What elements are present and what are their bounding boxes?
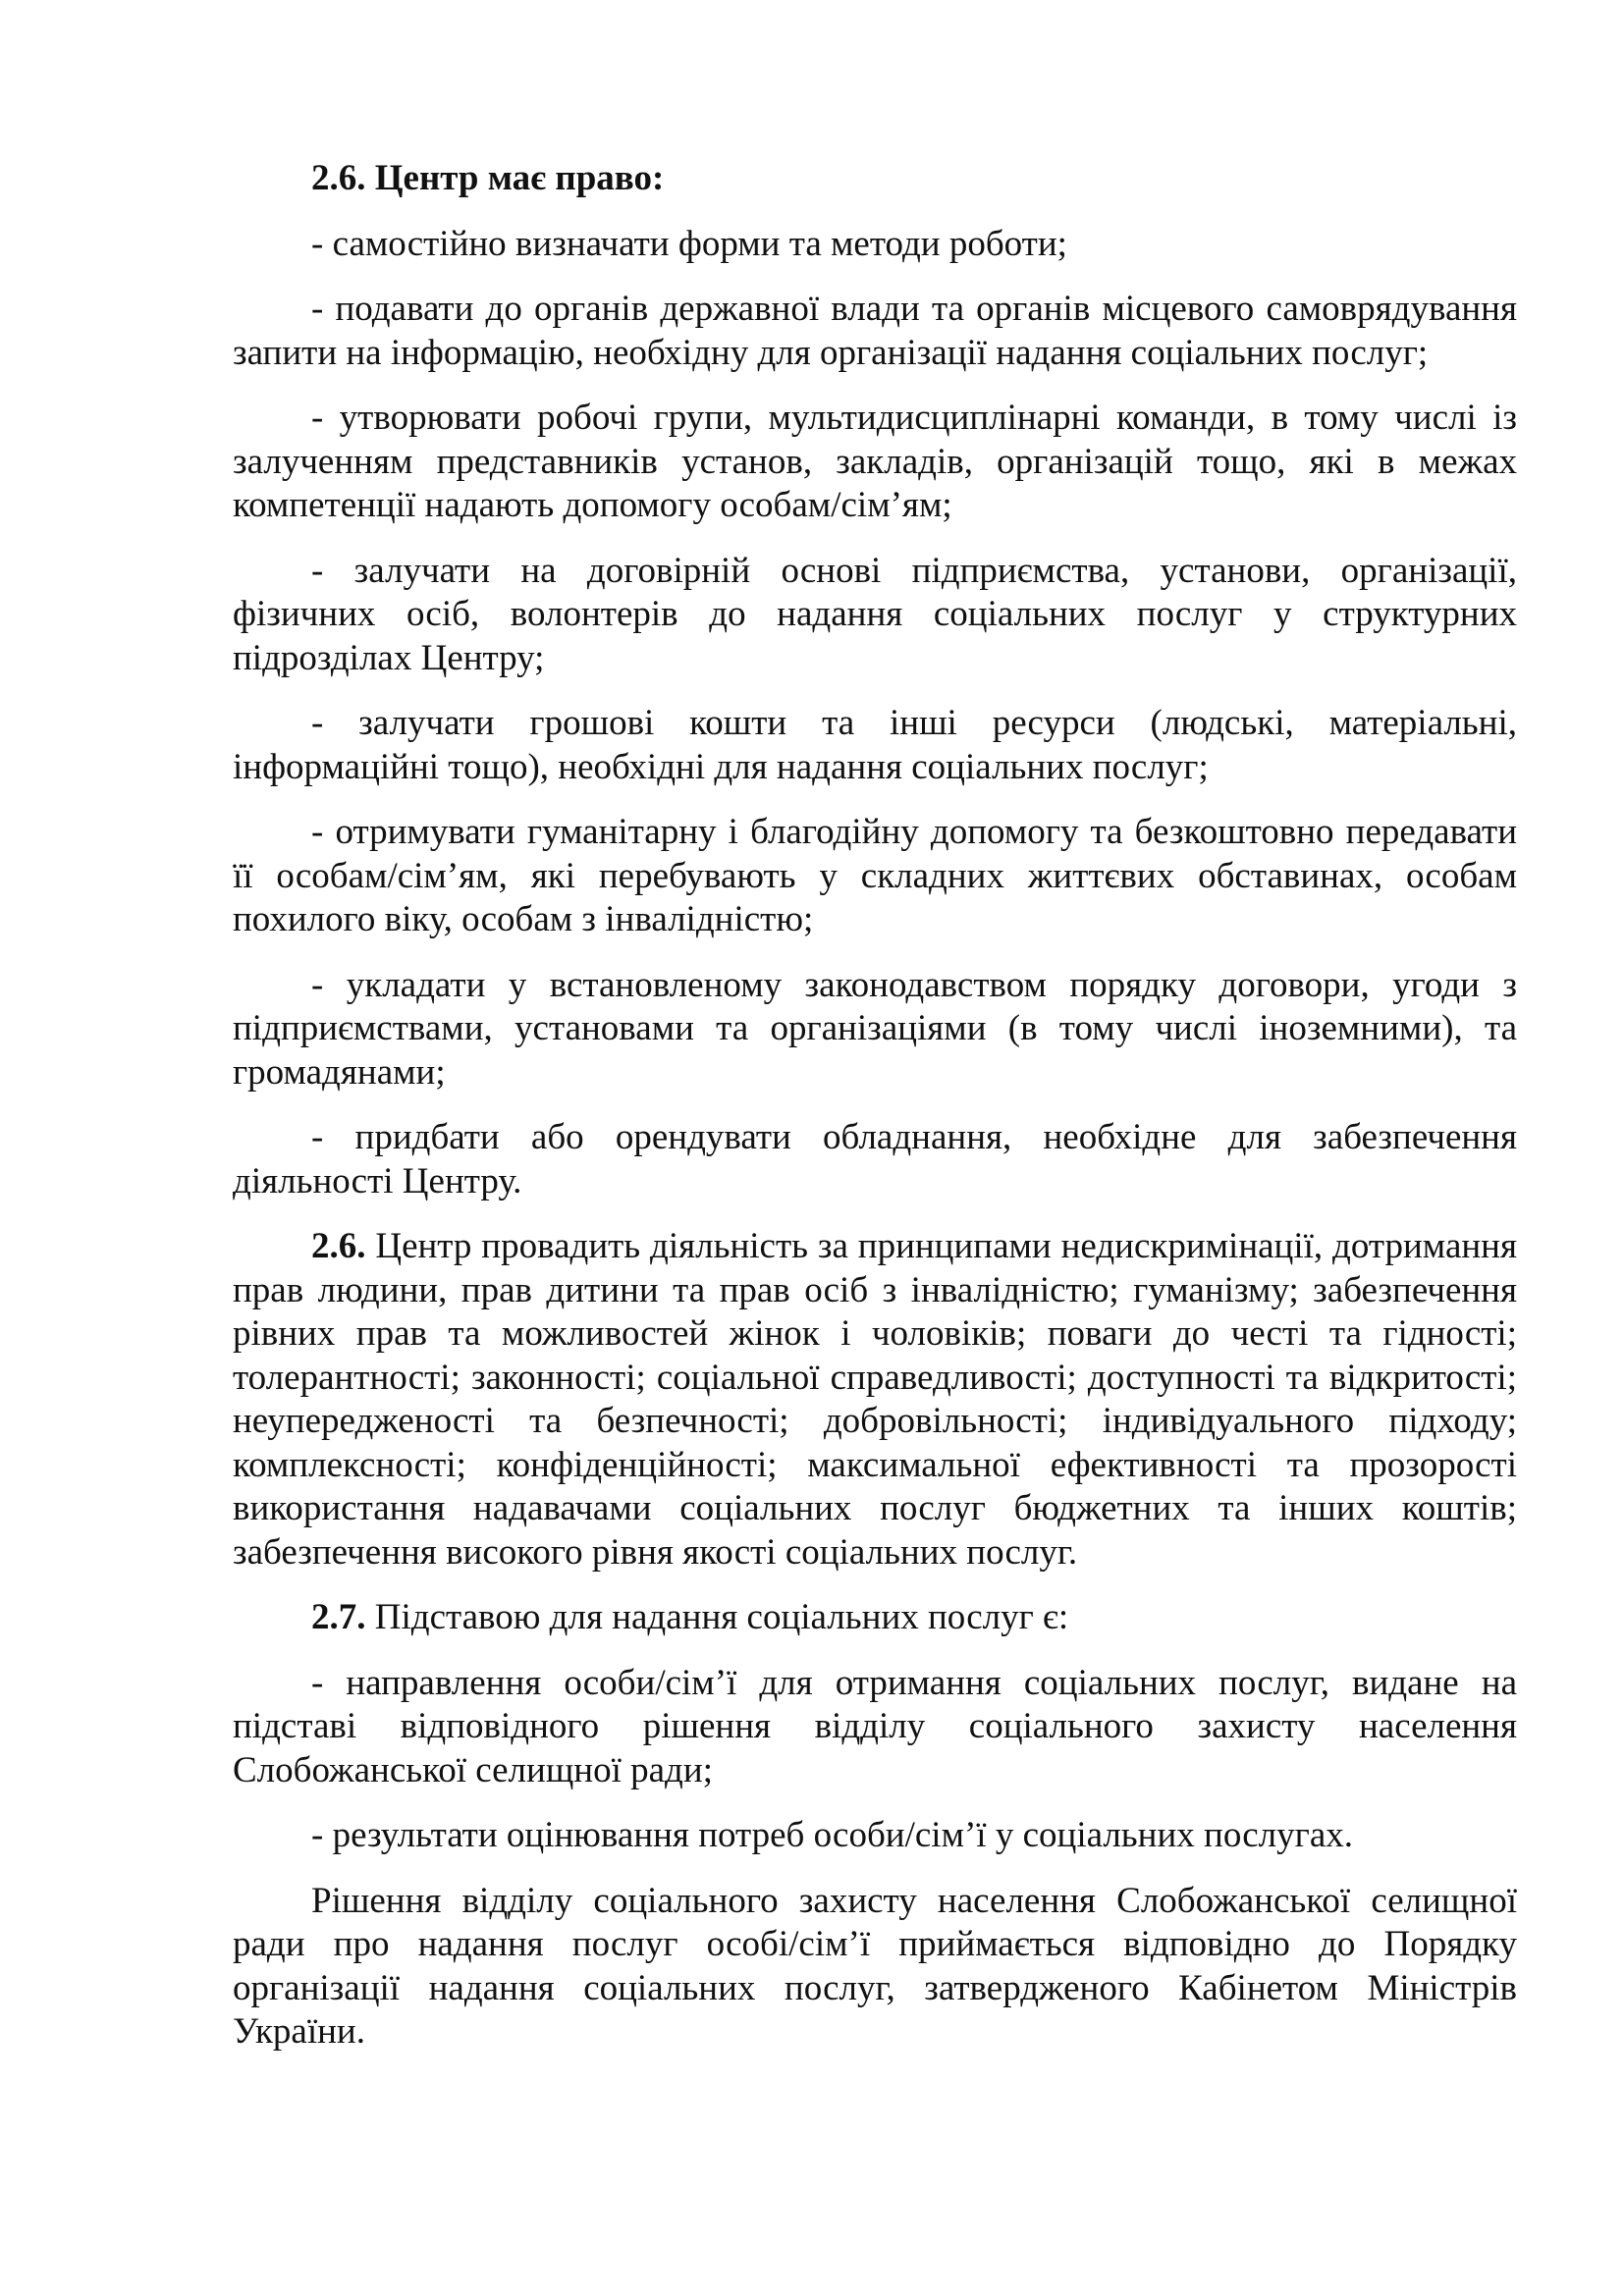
right-item: - подавати до органів державної влади та органів місцевого самоврядування запити на інформацію, необхідну для організації надання соціальних послуг; — [233, 289, 1517, 373]
document-page — [233, 157, 1517, 2076]
right-item: - залучати на договірній основі підприємства, установи, організації, фізичних осіб, волонтерів до надання соціальних послуг у структурних підрозділах Центру; — [233, 550, 1517, 678]
right-item: - самостійно визначати форми та методи роботи; — [311, 223, 1067, 264]
ground-item: - направлення особи/сім’ї для отримання соціальних послуг, видане на підставі відповідного рішення відділу соціального захисту населення Слобожанської селищної ради; — [233, 1662, 1517, 1790]
grounds-text: Підставою для надання соціальних послуг є: — [365, 1597, 1069, 1637]
right-item: - залучати грошові кошти та інші ресурси (людські, матеріальні, інформаційні тощо), необхідні для надання соціальних послуг; — [233, 703, 1517, 787]
principles-paragraph — [233, 1225, 1517, 1575]
closing-paragraph: Рішення відділу соціального захисту населення Слобожанської селищної ради про надання послуг особі/сім’ї приймається відповідно до Порядку організації надання соціальних послуг, затвердженого Кабінетом Міністрів України. — [233, 1880, 1517, 2052]
right-item: - придбати або орендувати обладнання, необхідне для забезпечення діяльності Центру. — [233, 1117, 1517, 1201]
clause-number: 2.6. — [311, 1226, 366, 1266]
ground-item: - результати оцінювання потреб особи/сім’ї у соціальних послугах. — [311, 1815, 1353, 1855]
right-item: - утворювати робочі групи, мультидисциплінарні команди, в тому числі із залученням представників установ, закладів, організацій тощо, які в межах компетенції надають допомогу особам/сім’ям; — [233, 398, 1517, 525]
principles-text: Центр провадить діяльність за принципами недискримінації, дотримання прав людини, прав дитини та прав осіб з інвалідністю; гуманізму; забезпечення рівних прав та можливостей жінок і чоловіків; поваги до честі та гідності; толерантності; законності; соціальної справедливості; доступності та відкритості; неупередженості та безпечності; добровільності; індивідуального підходу; комплексності; конфіденційності; максимальної ефективності та прозорості використання надавачами соціальних послуг бюджетних та інших коштів; забезпечення високого рівня якості соціальних послуг. — [233, 1226, 1517, 1573]
right-item: - укладати у встановленому законодавством порядку договори, угоди з підприємствами, установами та організаціями (в тому числі іноземними), та громадянами; — [233, 964, 1517, 1093]
clause-number: 2.7. — [311, 1597, 366, 1637]
section-heading: 2.6. Центр має право: — [311, 158, 665, 198]
grounds-paragraph — [233, 1596, 1517, 1640]
right-item: - отримувати гуманітарну і благодійну допомогу та безкоштовно передавати її особам/сім’ям, які перебувають у складних життєвих обставинах, особам похилого віку, особам з інвалідністю; — [233, 812, 1517, 939]
